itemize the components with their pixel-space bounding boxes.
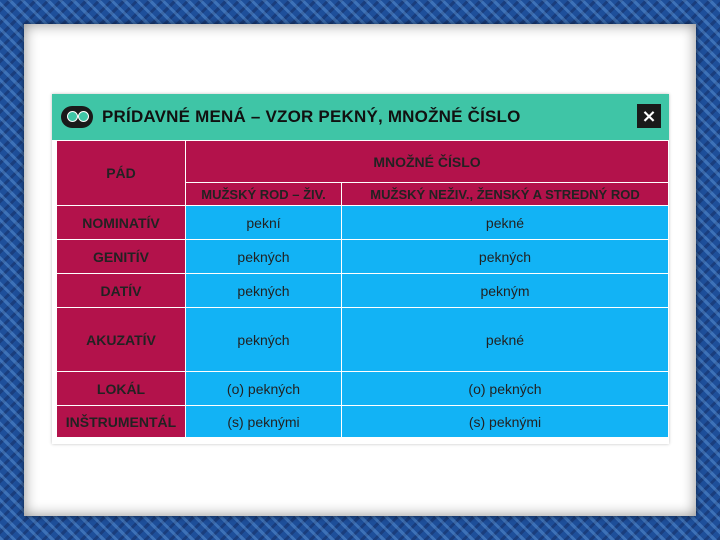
declension-table (56, 140, 669, 438)
header-masc-animate: MUŽSKÝ ROD – ŽIV. (186, 183, 342, 206)
value-cell: (o) pekných (186, 372, 342, 406)
case-label: DATÍV (57, 274, 186, 308)
header-plural: MNOŽNÉ ČÍSLO (186, 141, 669, 183)
card-title: PRÍDAVNÉ MENÁ – VZOR PEKNÝ, MNOŽNÉ ČÍSLO (102, 107, 521, 126)
value-cell: (o) pekných (342, 372, 669, 406)
table-row (57, 308, 669, 372)
value-cell: pekní (186, 206, 342, 240)
case-label: GENITÍV (57, 240, 186, 274)
value-cell: (s) peknými (342, 406, 669, 438)
case-label: AKUZATÍV (57, 308, 186, 372)
grammar-card (52, 94, 669, 444)
value-cell: pekných (186, 308, 342, 372)
header-other-genders: MUŽSKÝ NEŽIV., ŽENSKÝ A STREDNÝ ROD (342, 183, 669, 206)
value-cell: (s) peknými (186, 406, 342, 438)
table-row (57, 274, 669, 308)
table-row (57, 240, 669, 274)
owl-logo-icon (61, 106, 93, 128)
header-pad: PÁD (57, 141, 186, 206)
value-cell: pekných (186, 274, 342, 308)
value-cell: pekné (342, 206, 669, 240)
table-row (57, 372, 669, 406)
value-cell: pekných (342, 240, 669, 274)
card-header (52, 94, 669, 140)
case-label: LOKÁL (57, 372, 186, 406)
value-cell: pekné (342, 308, 669, 372)
value-cell: pekným (342, 274, 669, 308)
case-label: NOMINATÍV (57, 206, 186, 240)
table-row (57, 206, 669, 240)
table-row (57, 406, 669, 438)
case-label: INŠTRUMENTÁL (57, 406, 186, 438)
value-cell: pekných (186, 240, 342, 274)
close-icon[interactable]: × (637, 104, 661, 128)
